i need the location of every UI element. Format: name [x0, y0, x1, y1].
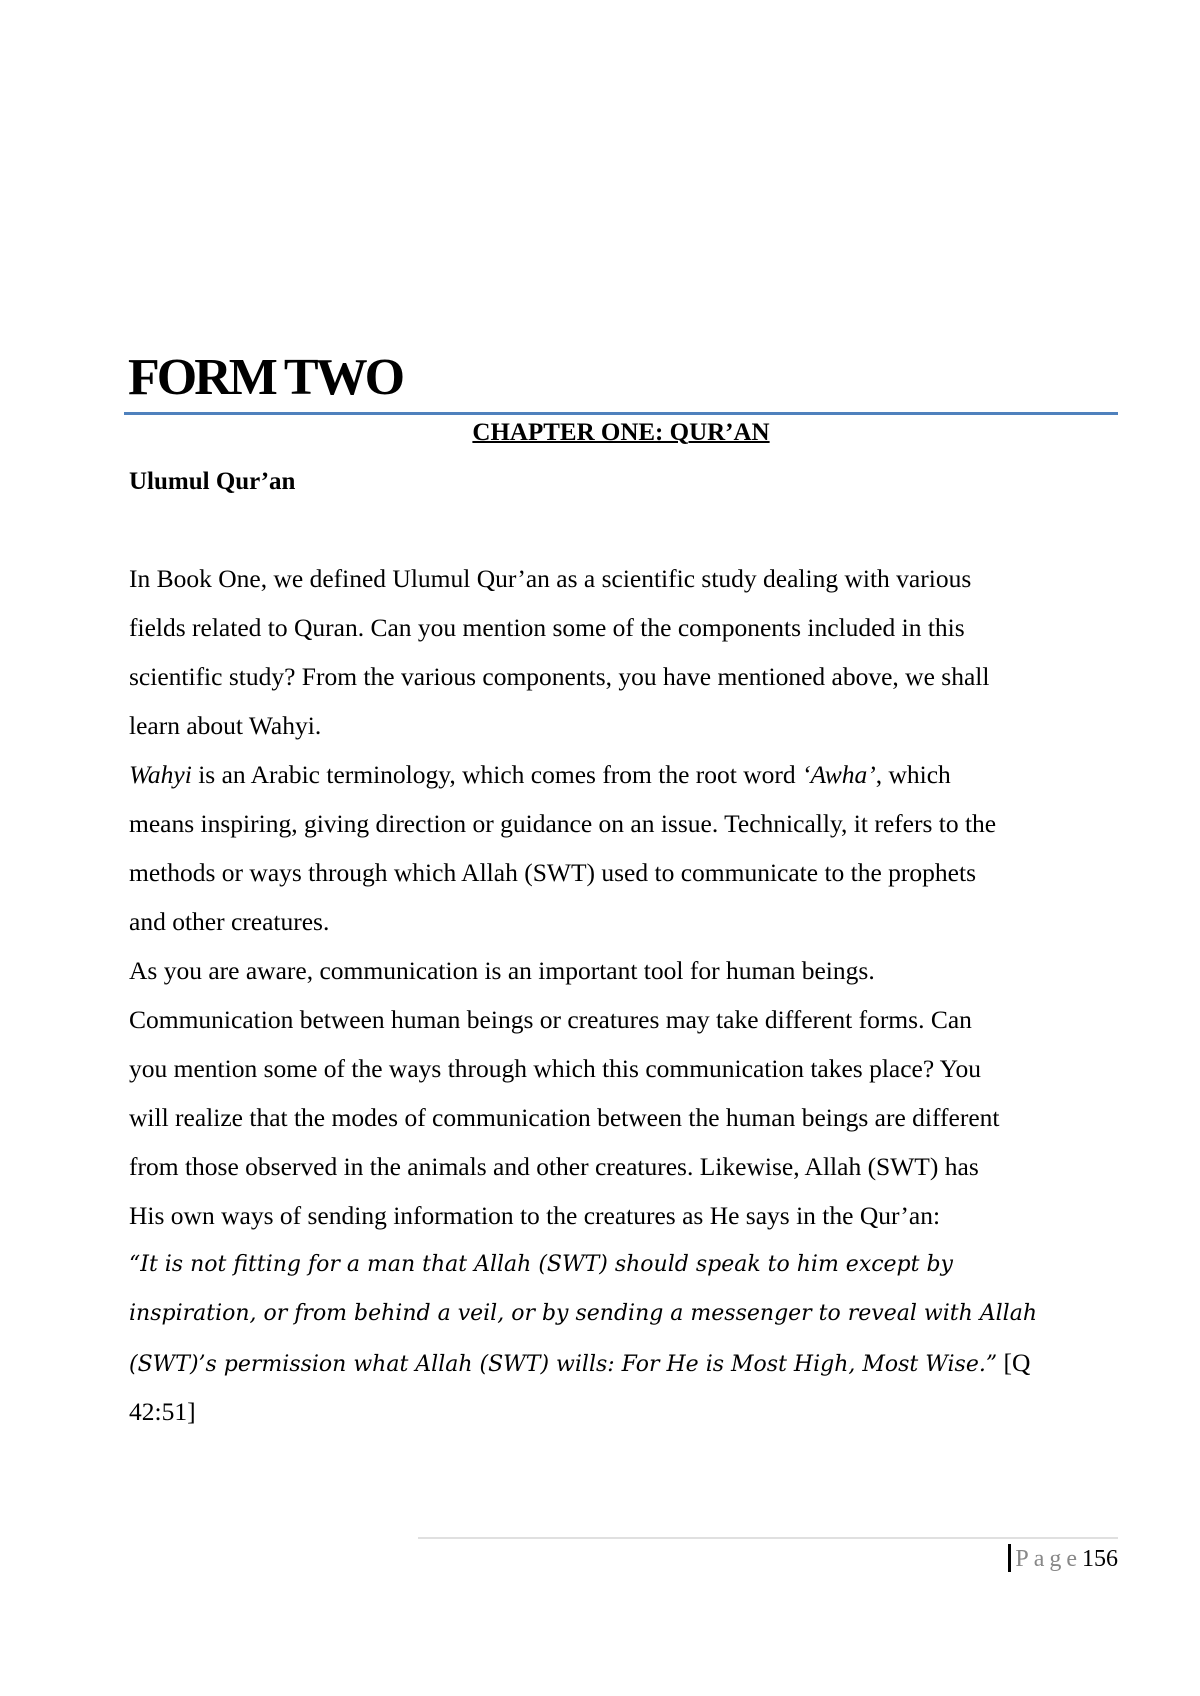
text-line: [129, 1396, 1037, 1445]
text-line: [129, 955, 1037, 1004]
text-segment: 42:51]: [129, 1397, 196, 1426]
text-line: [129, 661, 1037, 710]
text-segment: fields related to Quran. Can you mention some of the components included in this: [129, 613, 965, 642]
text-line: [129, 1200, 1037, 1249]
page-label: Page: [1015, 1546, 1082, 1572]
text-line: [129, 857, 1037, 906]
text-segment: His own ways of sending information to the creatures as He says in the Qur’an:: [129, 1201, 941, 1230]
text-line: [129, 1053, 1037, 1102]
text-segment: and other creatures.: [129, 907, 330, 936]
quote-line: [129, 1249, 1037, 1298]
text-line: [129, 808, 1037, 857]
italic-text: (SWT)’s permission what Allah (SWT) wills: For He is Most High, Most Wise.”: [129, 1352, 998, 1377]
title-divider: [124, 412, 1118, 415]
text-segment: As you are aware, communication is an important tool for human beings.: [129, 956, 875, 985]
text-line: [129, 563, 1037, 612]
text-segment: from those observed in the animals and other creatures. Likewise, Allah (SWT) has: [129, 1152, 979, 1181]
quote-line: [129, 1347, 1037, 1396]
footer-divider: [418, 1537, 1118, 1539]
quote-line: [129, 1298, 1037, 1347]
chapter-heading: CHAPTER ONE: QUR’AN: [472, 419, 770, 446]
text-segment: means inspiring, giving direction or guidance on an issue. Technically, it refers to the: [129, 809, 997, 838]
text-segment: is an Arabic terminology, which comes from the root word: [191, 760, 803, 789]
text-line: [129, 906, 1037, 955]
text-segment: In Book One, we defined Ulumul Qur’an as a scientific study dealing with various: [129, 564, 972, 593]
italic-text: “It is not fitting for a man that Allah (SWT) should speak to him except by: [129, 1252, 953, 1277]
text-line: [129, 1004, 1037, 1053]
text-line: [129, 612, 1037, 661]
text-segment: [Q: [997, 1348, 1031, 1377]
form-title: FORM TWO: [128, 349, 403, 406]
italic-text: ‘Awha’: [802, 760, 876, 789]
text-segment: you mention some of the ways through which this communication takes place? You: [129, 1054, 981, 1083]
italic-text: inspiration, or from behind a veil, or by sending a messenger to reveal with Allah: [129, 1301, 1038, 1326]
text-line: [129, 759, 1037, 808]
footer-bar: [1008, 1544, 1011, 1572]
text-segment: will realize that the modes of communication between the human beings are different: [129, 1103, 1000, 1132]
section-subheading: Ulumul Qur’an: [129, 468, 296, 495]
body-text: [129, 563, 1037, 1445]
text-segment: methods or ways through which Allah (SWT) used to communicate to the prophets: [129, 858, 977, 887]
page-footer: [1008, 1544, 1118, 1573]
text-segment: Communication between human beings or creatures may take different forms. Can: [129, 1005, 972, 1034]
italic-text: Wahyi: [129, 760, 192, 789]
text-segment: , which: [875, 760, 951, 789]
text-line: [129, 1102, 1037, 1151]
text-line: [129, 1151, 1037, 1200]
text-segment: scientific study? From the various components, you have mentioned above, we shall: [129, 662, 990, 691]
text-segment: learn about Wahyi.: [129, 711, 322, 740]
page-number: 156: [1082, 1546, 1118, 1572]
text-line: [129, 710, 1037, 759]
